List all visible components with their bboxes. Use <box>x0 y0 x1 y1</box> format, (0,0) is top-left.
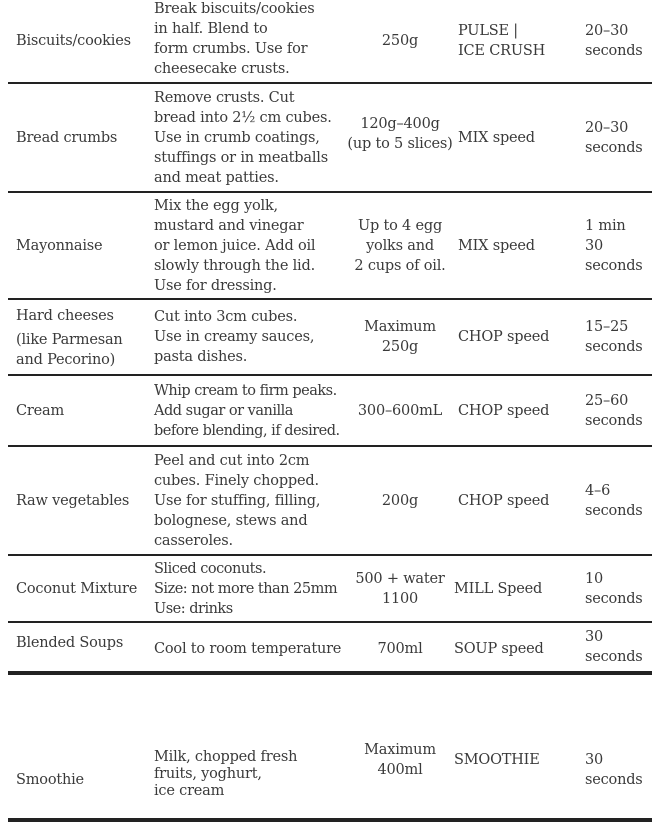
prep-line: Break biscuits/cookies <box>154 1 315 17</box>
prep-line: cubes. Finely chopped. <box>154 472 319 489</box>
prep-line: pasta dishes. <box>154 349 248 365</box>
speed-line: CHOP speed <box>458 492 550 509</box>
time-line: seconds <box>585 502 643 519</box>
food-cell <box>16 675 148 818</box>
food-name: Mayonnaise <box>16 237 103 254</box>
time-line: 30 <box>585 629 604 645</box>
quantity-cell <box>344 84 456 191</box>
prep-line: Whip cream to firm peaks. <box>154 382 337 399</box>
food-name-note: (like Parmesan <box>16 332 123 348</box>
time-cell <box>585 556 655 621</box>
food-cell <box>16 376 148 445</box>
food-name: Smoothie <box>16 772 84 788</box>
prep-line: fruits, yoghurt, <box>154 766 262 782</box>
preparation-cell <box>154 300 344 374</box>
prep-line: Mix the egg yolk, <box>154 197 278 214</box>
prep-line: Use: drinks <box>154 600 233 617</box>
time-line: seconds <box>585 590 643 607</box>
speed-cell <box>458 447 580 554</box>
prep-line: Milk, chopped fresh <box>154 749 298 765</box>
preparation-cell <box>154 0 344 82</box>
prep-line: Use for stuffing, filling, <box>154 492 321 509</box>
speed-cell <box>454 623 576 671</box>
qty-line: 700ml <box>377 641 423 657</box>
time-line: seconds <box>585 772 643 788</box>
qty-line: Maximum <box>364 319 436 335</box>
qty-line: Maximum <box>364 742 436 758</box>
quantity-cell <box>344 447 456 554</box>
prep-line: form crumbs. Use for <box>154 41 308 57</box>
prep-line: Use in creamy sauces, <box>154 329 315 345</box>
prep-line: slowly through the lid. <box>154 257 315 274</box>
time-line: seconds <box>585 339 643 355</box>
food-name: Cream <box>16 402 65 419</box>
time-line: 20–30 <box>585 119 629 136</box>
food-cell <box>16 84 148 191</box>
quantity-cell <box>344 376 456 445</box>
prep-line: Cut into 3cm cubes. <box>154 309 298 325</box>
food-name-note: and Pecorino) <box>16 352 116 368</box>
prep-line: or lemon juice. Add oil <box>154 237 316 254</box>
prep-line: cheesecake crusts. <box>154 61 290 77</box>
table-row <box>8 556 652 623</box>
time-line: seconds <box>585 43 643 59</box>
qty-line: 2 cups of oil. <box>354 257 446 274</box>
table-row <box>8 623 652 675</box>
preparation-cell <box>154 623 344 671</box>
preparation-cell <box>154 84 344 191</box>
speed-line: CHOP speed <box>458 402 550 419</box>
time-line: 30 <box>585 237 604 254</box>
speed-cell <box>458 300 580 374</box>
qty-line: 250g <box>381 33 419 49</box>
prep-line: bread into 2½ cm cubes. <box>154 109 332 126</box>
time-line: 4–6 <box>585 482 611 499</box>
food-name: Hard cheeses <box>16 308 114 324</box>
preparation-cell <box>154 675 344 818</box>
time-line: 15–25 <box>585 319 629 335</box>
prep-line: Add sugar or vanilla <box>154 402 293 419</box>
qty-line: 1100 <box>381 590 419 607</box>
qty-line: Up to 4 egg <box>357 217 443 234</box>
speed-cell <box>458 376 580 445</box>
prep-line: ice cream <box>154 783 225 799</box>
time-line: 10 <box>585 570 604 587</box>
prep-line: Size: not more than 25mm <box>154 580 338 597</box>
speed-line: PULSE | <box>458 23 518 39</box>
qty-line: 500 + water <box>355 570 445 587</box>
time-line: seconds <box>585 257 643 274</box>
time-line: 30 <box>585 752 604 768</box>
time-cell <box>585 84 655 191</box>
speed-line: MIX speed <box>458 237 535 254</box>
table-row <box>8 376 652 447</box>
quantity-cell <box>344 623 456 671</box>
speed-line: CHOP speed <box>458 329 550 345</box>
food-name: Bread crumbs <box>16 129 118 146</box>
prep-line: Remove crusts. Cut <box>154 89 295 106</box>
speed-cell <box>458 0 580 82</box>
speed-line: ICE CRUSH <box>458 43 546 59</box>
speed-cell <box>454 556 576 621</box>
time-line: 25–60 <box>585 392 629 409</box>
speed-cell <box>454 675 576 818</box>
food-cell <box>16 556 148 621</box>
prep-line: Use for dressing. <box>154 277 277 294</box>
prep-line: Use in crumb coatings, <box>154 129 320 146</box>
qty-line: 250g <box>381 339 419 355</box>
quantity-cell <box>344 675 456 818</box>
preparation-cell <box>154 556 344 621</box>
qty-line: (up to 5 slices) <box>347 135 453 152</box>
qty-line: 120g–400g <box>360 115 440 132</box>
time-line: seconds <box>585 139 643 156</box>
food-name: Coconut Mixture <box>16 580 138 597</box>
food-name: Blended Soups <box>16 635 124 651</box>
food-cell <box>16 447 148 554</box>
table-row <box>8 300 652 376</box>
food-name: Raw vegetables <box>16 492 130 509</box>
food-cell <box>16 300 148 374</box>
quantity-cell <box>344 300 456 374</box>
qty-line: 400ml <box>377 762 423 778</box>
speed-cell <box>458 84 580 191</box>
preparation-cell <box>154 376 344 445</box>
time-cell <box>585 675 655 818</box>
table-row <box>8 84 652 193</box>
speed-line: MILL Speed <box>454 580 543 597</box>
prep-line: in half. Blend to <box>154 21 268 37</box>
quantity-cell <box>344 0 456 82</box>
time-cell <box>585 447 655 554</box>
prep-line: Sliced coconuts. <box>154 560 267 577</box>
speed-line: MIX speed <box>458 129 535 146</box>
time-line: 20–30 <box>585 23 629 39</box>
quantity-cell <box>344 556 456 621</box>
speed-line: SMOOTHIE <box>454 752 540 768</box>
qty-line: yolks and <box>366 237 434 254</box>
speed-line: SOUP speed <box>454 641 544 657</box>
preparation-cell <box>154 193 344 298</box>
food-name: Biscuits/cookies <box>16 33 131 49</box>
qty-line: 300–600mL <box>357 402 443 419</box>
table-row <box>8 447 652 556</box>
food-cell <box>16 623 148 671</box>
time-cell <box>585 376 655 445</box>
prep-line: Peel and cut into 2cm <box>154 452 310 469</box>
food-cell <box>16 193 148 298</box>
time-cell <box>585 300 655 374</box>
prep-line: Cool to room temperature <box>154 641 342 657</box>
time-cell <box>585 193 655 298</box>
qty-line: 200g <box>381 492 419 509</box>
prep-line: and meat patties. <box>154 169 279 186</box>
time-line: 1 min <box>585 217 626 234</box>
prep-line: bolognese, stews and <box>154 512 308 529</box>
table-row <box>8 675 652 822</box>
time-line: seconds <box>585 649 643 665</box>
food-cell <box>16 0 148 82</box>
table-row <box>8 193 652 300</box>
time-cell <box>585 623 655 671</box>
preparation-cell <box>154 447 344 554</box>
time-cell <box>585 0 655 82</box>
prep-line: stuffings or in meatballs <box>154 149 328 166</box>
quantity-cell <box>344 193 456 298</box>
table-row <box>8 0 652 84</box>
prep-line: mustard and vinegar <box>154 217 304 234</box>
prep-line: before blending, if desired. <box>154 422 340 439</box>
time-line: seconds <box>585 412 643 429</box>
prep-line: casseroles. <box>154 532 233 549</box>
speed-cell <box>458 193 580 298</box>
